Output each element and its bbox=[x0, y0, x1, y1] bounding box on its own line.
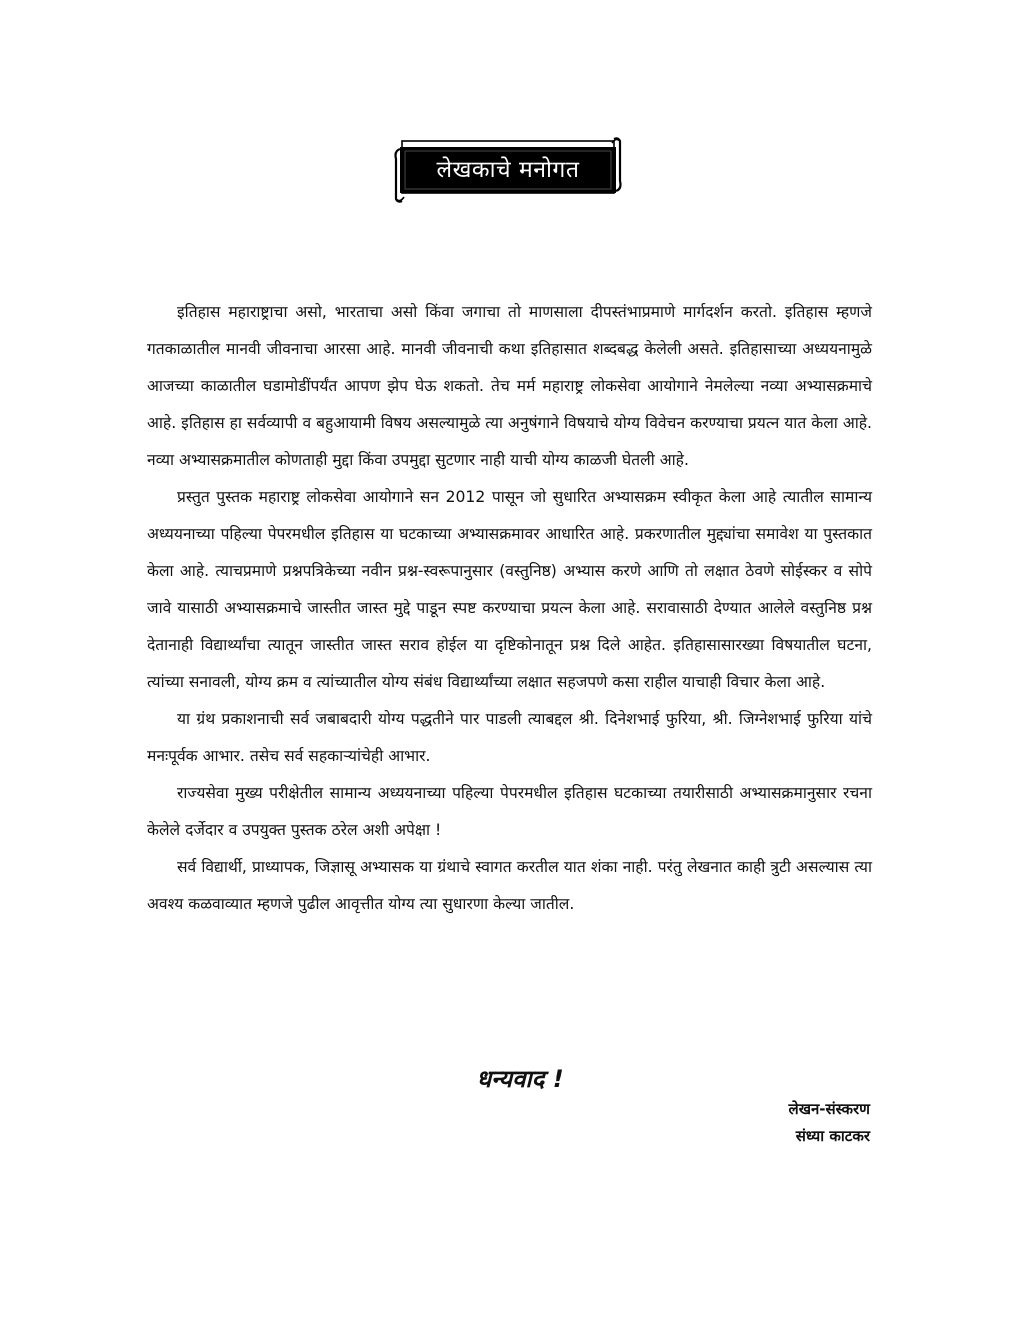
paragraph: इतिहास महाराष्ट्राचा असो, भारताचा असो किंवा जगाचा तो माणसाला दीपस्तंभाप्रमाणे मार्गदर्शन करतो. इतिहास म्हणजे गतकाळातील मानवी जीवनाचा आरसा आहे. मानवी जीवनाची कथा इतिहासात शब्दबद्ध केलेली असते. इतिहासाच्या अध्ययनामुळे आजच्या काळातील घडामोडींपर्यंत आपण झेप घेऊ शकतो. तेच मर्म महाराष्ट्र लोकसेवा आयोगाने नेमलेल्या नव्या अभ्यासक्रमाचे आहे. इतिहास हा सर्वव्यापी व बहुआयामी विषय असल्यामुळे त्या अनुषंगाने विषयाचे योग्य विवेचन करण्याचा प्रयत्न यात केला आहे. नव्या अभ्यासक्रमातील कोणताही मुद्दा किंवा उपमुद्दा सुटणार नाही याची योग्य काळजी घेतली आहे. bbox=[147, 303, 872, 469]
signature-line-role: लेखन-संस्करण bbox=[788, 1100, 870, 1118]
signature-block bbox=[600, 1096, 870, 1150]
paragraph: राज्यसेवा मुख्य परीक्षेतील सामान्य अध्ययनाच्या पहिल्या पेपरमधील इतिहास घटकाच्या तयारीसाठी अभ्यासक्रमानुसार रचना केलेले दर्जेदार व उपयुक्त पुस्तक ठरेल अशी अपेक्षा ! bbox=[147, 784, 872, 839]
paragraph: प्रस्तुत पुस्तक महाराष्ट्र लोकसेवा आयोगाने सन 2012 पासून जो सुधारित अभ्यासक्रम स्वीकृत केला आहे त्यातील सामान्य अध्ययनाच्या पहिल्या पेपरमधील इतिहास या घटकाच्या अभ्यासक्रमावर आधारित आहे. प्रकरणातील मुद्द्यांचा समावेश या पुस्तकात केला आहे. त्याचप्रमाणे प्रश्नपत्रिकेच्या नवीन प्रश्न-स्वरूपानुसार (वस्तुनिष्ठ) अभ्यास करणे आणि तो लक्षात ठेवणे सोईस्कर व सोपे जावे यासाठी अभ्यासक्रमाचे जास्तीत जास्त मुद्दे पाडून स्पष्ट करण्याचा प्रयत्न केला आहे. सरावासाठी देण्यात आलेले वस्तुनिष्ठ प्रश्न देतानाही विद्यार्थ्यांचा त्यातून जास्तीत जास्त सराव होईल या दृष्टिकोनातून प्रश्न दिले आहेत. इतिहासासारख्या विषयातील घटना, त्यांच्या सनावली, योग्य क्रम व त्यांच्यातील योग्य संबंध विद्यार्थ्यांच्या लक्षात सहजपणे कसा राहील याचाही विचार केला आहे. bbox=[147, 488, 872, 691]
paragraph: सर्व विद्यार्थी, प्राध्यापक, जिज्ञासू अभ्यासक या ग्रंथाचे स्वागत करतील यात शंका नाही. परंतु लेखनात काही त्रुटी असल्यास त्या अवश्य कळवाव्यात म्हणजे पुढील आवृत्तीत योग्य त्या सुधारणा केल्या जातील. bbox=[147, 858, 872, 913]
foreword-body bbox=[147, 294, 872, 923]
page-title: लेखकाचे मनोगत bbox=[436, 157, 580, 183]
thanks-heading: धन्यवाद ! bbox=[476, 1065, 564, 1093]
signature-line-name: संध्या काटकर bbox=[795, 1127, 870, 1145]
title-banner bbox=[392, 137, 624, 203]
paragraph: या ग्रंथ प्रकाशनाची सर्व जबाबदारी योग्य पद्धतीने पार पाडली त्याबद्दल श्री. दिनेशभाई फुरिया, श्री. जिग्नेशभाई फुरिया यांचे मनःपूर्वक आभार. तसेच सर्व सहकाऱ्यांचेही आभार. bbox=[147, 710, 872, 765]
